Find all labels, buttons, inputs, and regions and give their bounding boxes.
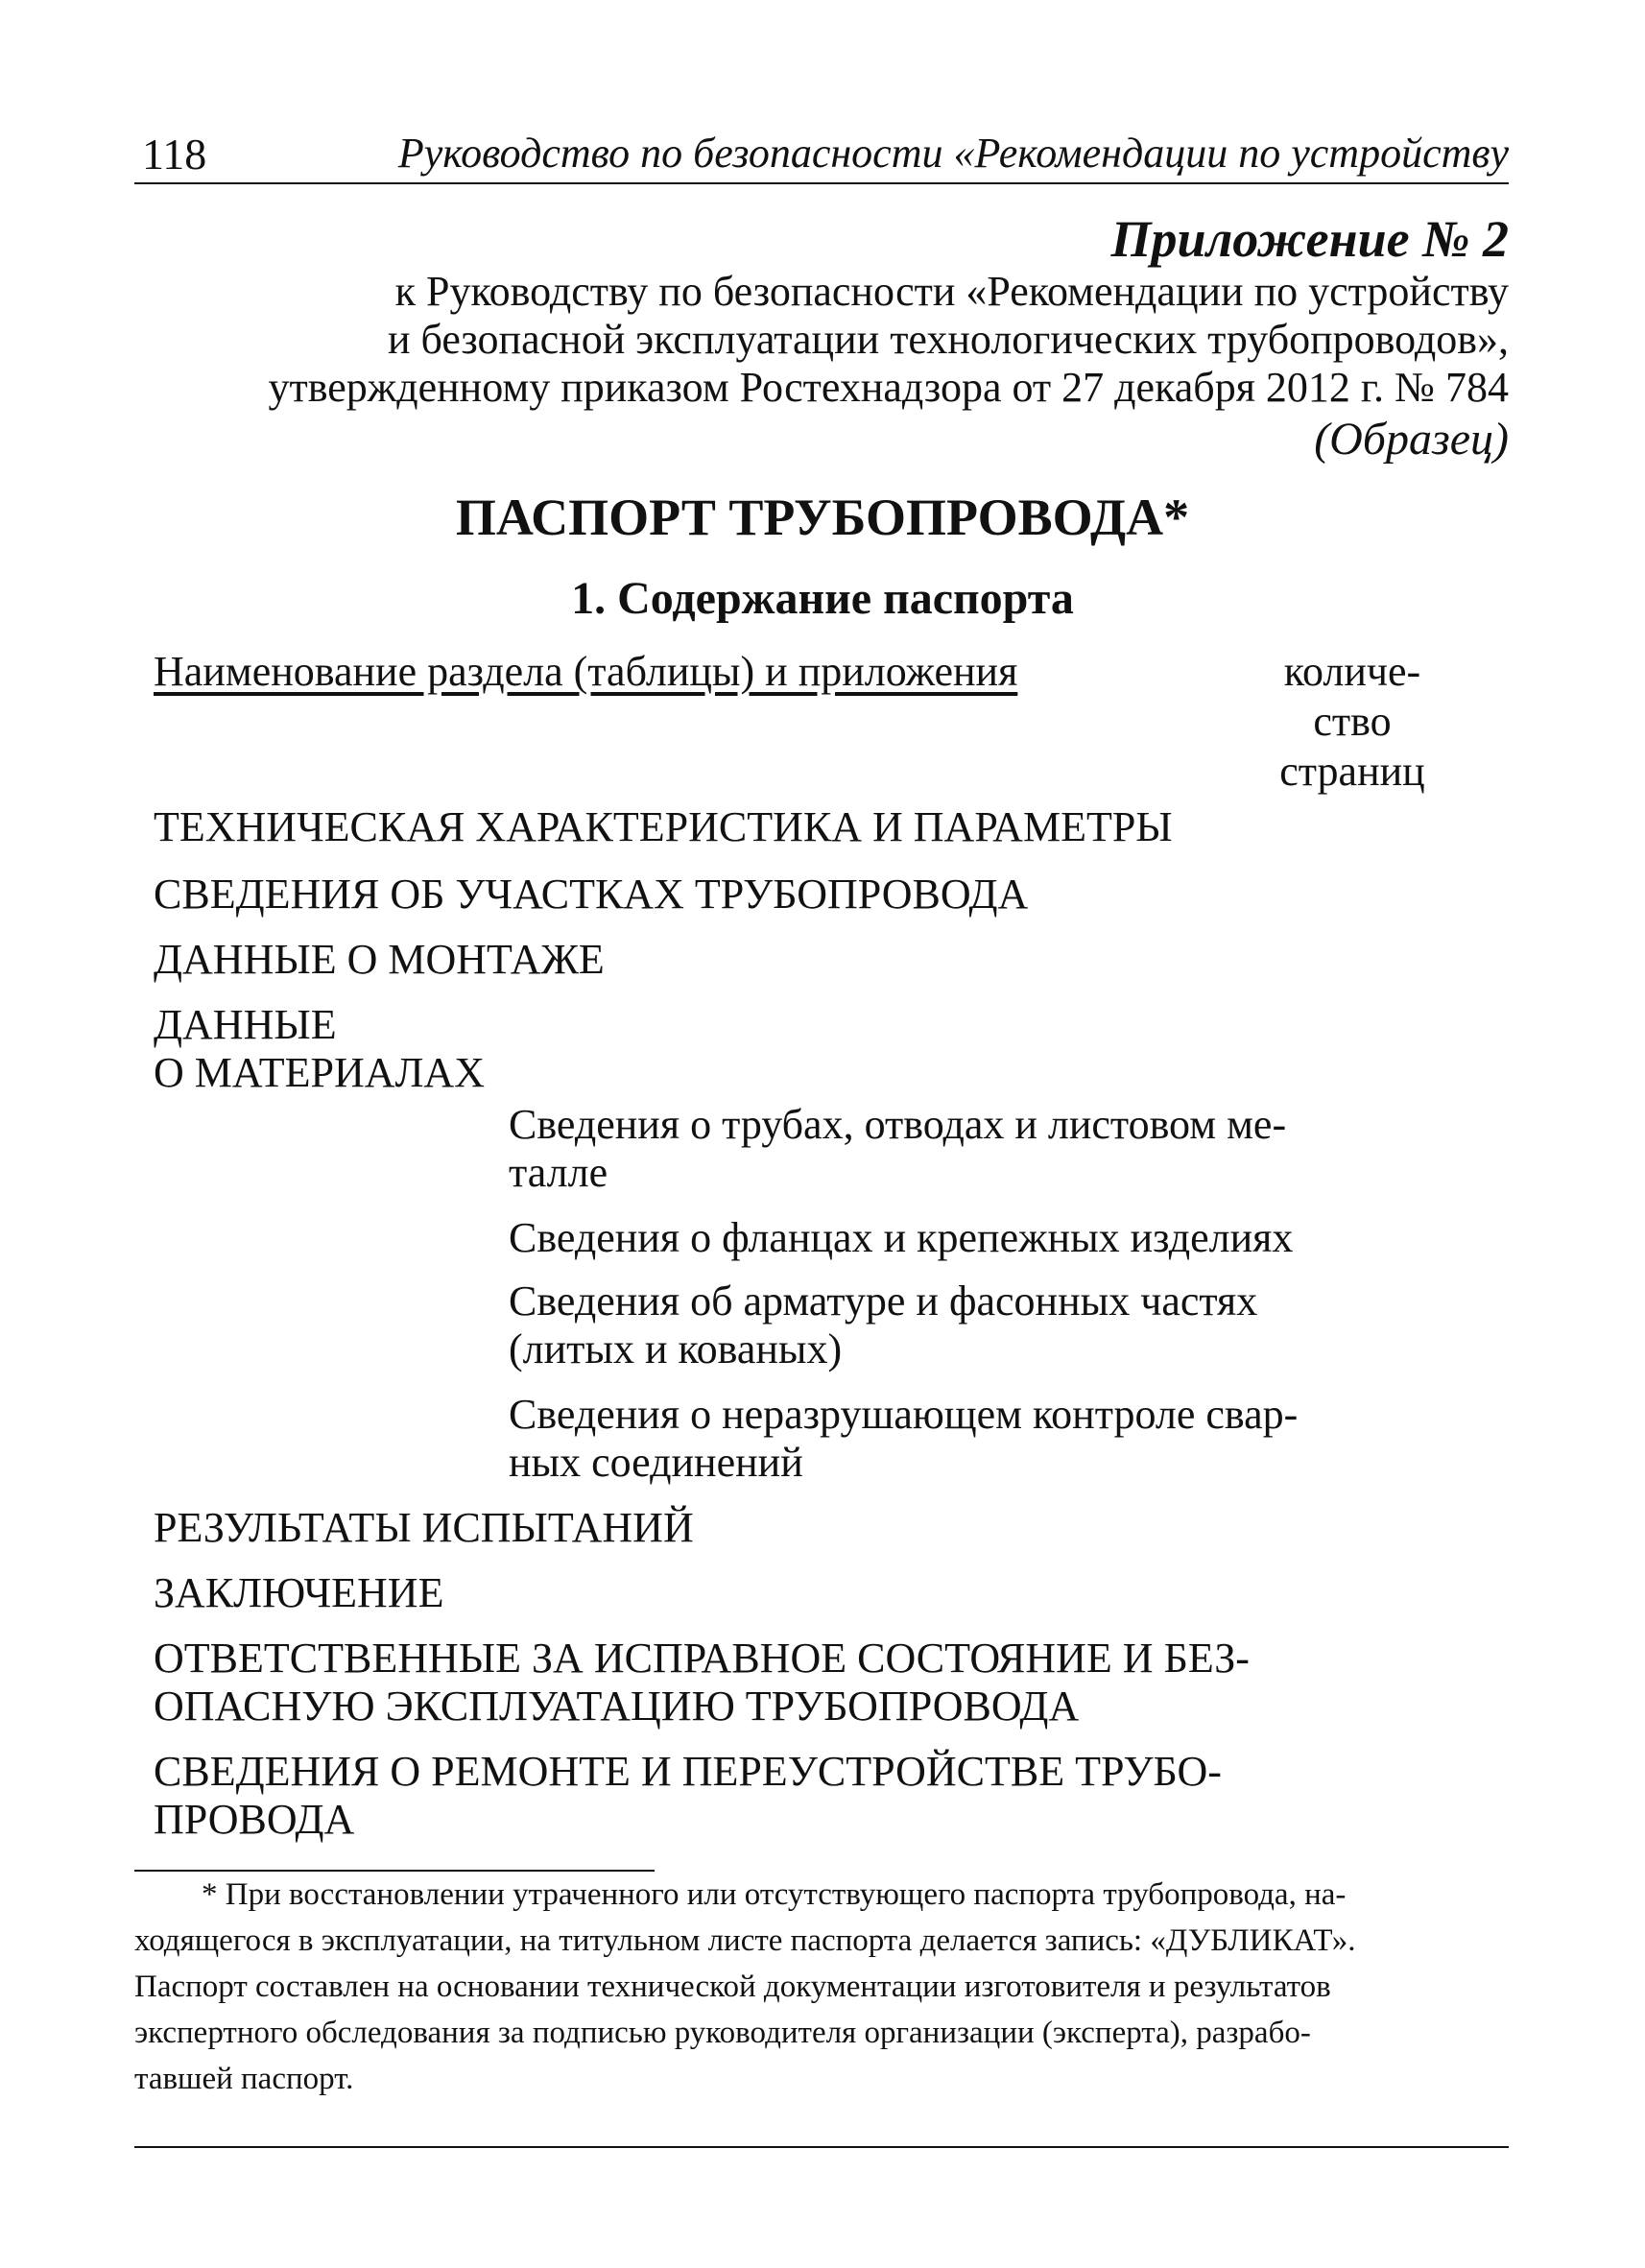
appendix-line-1: к Руководству по безопасности «Рекомендации по устройству <box>394 268 1509 315</box>
sample-note: (Образец) <box>1314 414 1509 465</box>
column-header-name: Наименование раздела (таблицы) и приложения <box>154 648 1018 695</box>
section-installation-data: ДАННЫЕ О МОНТАЖЕ <box>154 936 605 983</box>
footnote-rule <box>134 1870 655 1872</box>
appendix-line-2: и безопасной эксплуатации технологических трубопроводов», <box>388 316 1509 363</box>
materials-item-ndt-line-1: Сведения о неразрушающем контроле свар- <box>509 1391 1299 1438</box>
column-header-count-3: страниц <box>1279 748 1425 795</box>
section-materials-line-1: ДАННЫЕ <box>154 1001 337 1048</box>
section-materials-line-2: О МАТЕРИАЛАХ <box>154 1049 485 1096</box>
section-repair-line-1: СВЕДЕНИЯ О РЕМОНТЕ И ПЕРЕУСТРОЙСТВЕ ТРУБО- <box>154 1748 1222 1795</box>
bottom-rule <box>134 2146 1509 2148</box>
section-responsible-line-1: ОТВЕТСТВЕННЫЕ ЗА ИСПРАВНОЕ СОСТОЯНИЕ И БЕЗ- <box>154 1635 1250 1682</box>
section-pipeline-parts: СВЕДЕНИЯ ОБ УЧАСТКАХ ТРУБОПРОВОДА <box>154 871 1029 918</box>
appendix-line-3: утвержденному приказом Ростехнадзора от 27 декабря 2012 г. № 784 <box>268 364 1509 411</box>
footnote-line-5: тавшей паспорт. <box>134 2062 354 2096</box>
column-header-count-1: количе- <box>1283 648 1421 695</box>
footnote-line-1: * При восстановлении утраченного или отсутствующего паспорта трубопровода, на- <box>202 1877 1347 1912</box>
materials-item-pipes-line-1: Сведения о трубах, отводах и листовом ме- <box>509 1101 1287 1148</box>
section-repair-line-2: ПРОВОДА <box>154 1796 355 1843</box>
materials-item-fittings-line-1: Сведения об арматуре и фасонных частях <box>509 1277 1258 1325</box>
document-title: ПАСПОРТ ТРУБОПРОВОДА* <box>455 489 1190 546</box>
materials-item-flanges: Сведения о фланцах и крепежных изделиях <box>509 1214 1294 1261</box>
section-test-results: РЕЗУЛЬТАТЫ ИСПЫТАНИЙ <box>154 1504 694 1551</box>
appendix-label: Приложение № 2 <box>1110 210 1509 268</box>
section-title: 1. Содержание паспорта <box>571 573 1074 624</box>
section-tech-characteristics: ТЕХНИЧЕСКАЯ ХАРАКТЕРИСТИКА И ПАРАМЕТРЫ <box>154 803 1173 850</box>
materials-item-fittings-line-2: (литых и кованых) <box>509 1325 843 1373</box>
section-conclusion: ЗАКЛЮЧЕНИЕ <box>154 1569 444 1616</box>
header-rule <box>134 182 1509 184</box>
column-header-count-2: ство <box>1313 698 1392 745</box>
section-responsible-line-2: ОПАСНУЮ ЭКСПЛУАТАЦИЮ ТРУБОПРОВОДА <box>154 1683 1080 1730</box>
materials-item-pipes-line-2: талле <box>509 1149 608 1196</box>
materials-item-ndt-line-2: ных соединений <box>509 1439 803 1486</box>
footnote-line-3: Паспорт составлен на основании технической документации изготовителя и результатов <box>134 1970 1331 2004</box>
page-number: 118 <box>142 130 207 179</box>
footnote-line-4: экспертного обследования за подписью руководителя организации (эксперта), разрабо- <box>134 2016 1311 2050</box>
footnote-line-2: ходящегося в эксплуатации, на титульном листе паспорта делается запись: «ДУБЛИКАТ». <box>134 1923 1356 1958</box>
running-title: Руководство по безопасности «Рекомендации по устройству <box>397 130 1509 177</box>
